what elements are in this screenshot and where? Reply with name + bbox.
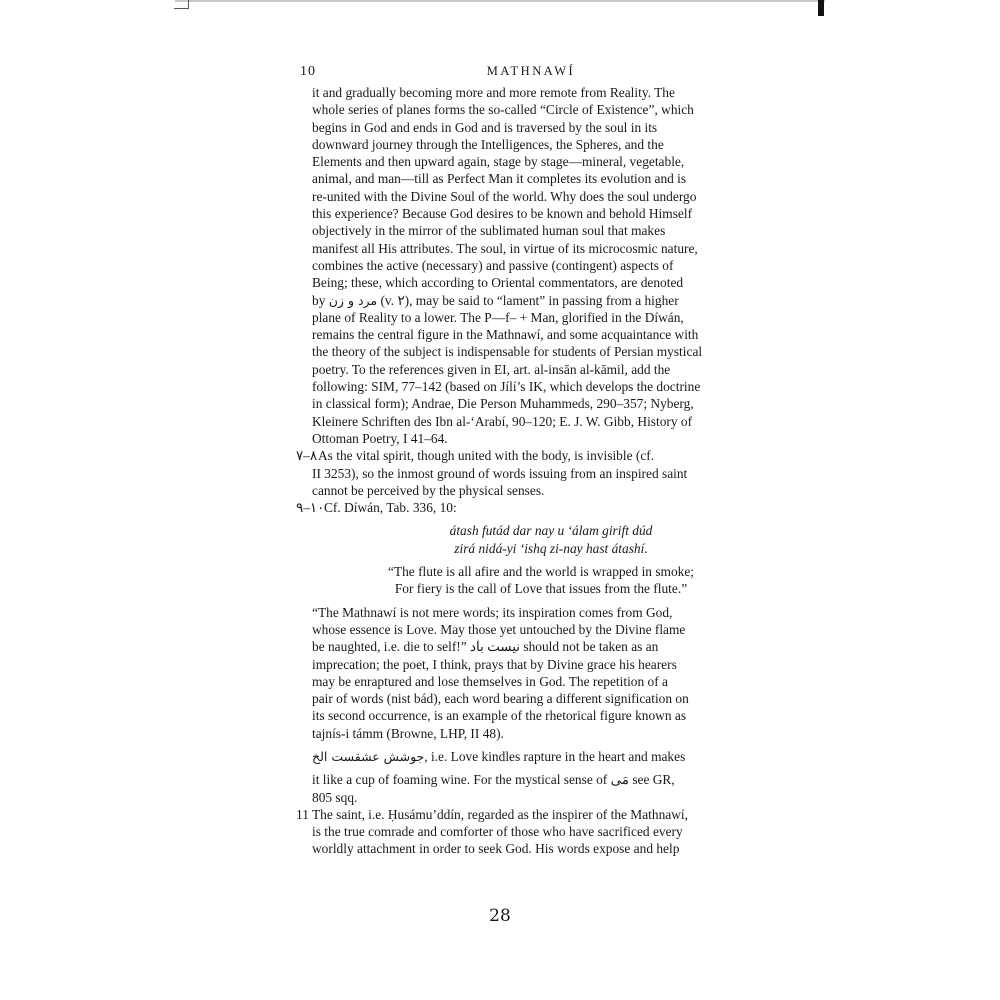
scan-edge-top	[175, 0, 825, 2]
verse-line: átash futád dar nay u ‘álam girift dúd	[449, 523, 653, 539]
book-page	[298, 60, 764, 858]
folio-number: 28	[489, 906, 511, 926]
note-7-8	[298, 447, 764, 499]
commentary-paragraph	[298, 604, 764, 742]
verse-line: zirá nidá-yi ‘ishq zi-nay hast átashí.	[454, 540, 648, 556]
text-line: following: SIM, 77–142 (based on Jílí’s IK, which develops the doctrine	[312, 379, 701, 395]
text-line: this experience? Because God desires to be known and behold Himself	[312, 206, 693, 222]
wine-paragraph	[298, 771, 764, 806]
persian-verse	[298, 522, 764, 557]
text-line: objectively in the mirror of the sublimated human soul that makes	[312, 223, 666, 239]
text-line: whose essence is Love. May those yet untouched by the Divine flame	[312, 621, 686, 637]
text-line: the theory of the subject is indispensable for students of Persian mystical	[312, 344, 703, 360]
by-word: by	[312, 292, 326, 308]
text-line: it like a cup of foaming wine. For the mystical sense of مَی see GR,	[312, 772, 675, 788]
text-line: be naughted, i.e. die to self!” نیست باد should not be taken as an	[312, 639, 659, 655]
text-line: pair of words (nist bád), each word bearing a different signification on	[312, 691, 689, 707]
page-header	[298, 60, 764, 84]
text-line: poetry. To the references given in EI, art. al-insān al-kāmil, add the	[312, 361, 671, 377]
note-label: ۹–۱۰	[296, 500, 325, 516]
text-line: combines the active (necessary) and passive (contingent) aspects of	[312, 257, 674, 273]
arabic-phrase: مرد و زن	[328, 292, 378, 308]
note-reference: Cf. Díwán, Tab. 336, 10:	[324, 500, 457, 516]
note-9-10	[298, 499, 764, 516]
text-line: its second occurrence, is an example of the rhetorical figure known as	[312, 708, 687, 724]
text-line: Elements and then upward again, stage by stage—mineral, vegetable,	[312, 154, 685, 170]
text-line: imprecation; the poet, I think, prays that by Divine grace his hearers	[312, 656, 677, 672]
translation-line: “The flute is all afire and the world is wrapped in smoke;	[387, 564, 695, 580]
continuation-paragraph	[298, 84, 764, 447]
text-line: Ottoman Poetry, I 41–64.	[312, 430, 448, 446]
text-line: whole series of planes forms the so-called “Circle of Existence”, which	[312, 102, 694, 118]
text-line: worldly attachment in order to seek God. His words expose and help	[312, 841, 680, 857]
text-line: begins in God and ends in God and is traversed by the soul in its	[312, 119, 658, 135]
scan-edge-mark	[818, 0, 824, 16]
text-line: remains the central figure in the Mathnawí, and some acquaintance with	[312, 327, 699, 343]
scan-corner-mark	[174, 0, 189, 9]
text-line: is the true comrade and comforter of those who have sacrificed every	[312, 824, 683, 840]
by-line-rest: (v. ۲), may be said to “lament” in passing from a higher	[380, 292, 679, 308]
running-title: MATHNAWÍ	[486, 64, 576, 78]
note-label: 11	[296, 806, 309, 822]
note-label: ۷–۸	[296, 448, 318, 464]
phrase-gloss: , i.e. Love kindles rapture in the heart and makes	[424, 748, 686, 764]
text-line: II 3253), so the inmost ground of words issuing from an inspired saint	[312, 465, 688, 481]
text-line: “The Mathnawí is not mere words; its inspiration comes from God,	[312, 604, 673, 620]
page-number: 10	[300, 64, 316, 79]
text-line: downward journey through the Intelligences, the Spheres, and the	[312, 136, 664, 152]
text-line: 805 sqq.	[312, 789, 358, 805]
text-line: it and gradually becoming more and more remote from Reality. The	[312, 85, 675, 100]
text-line: plane of Reality to a lower. The P‒‒f‒ + Man, glorified in the Díwán,	[312, 309, 684, 325]
verse-translation	[298, 563, 764, 598]
text-line: re-united with the Divine Soul of the world. Why does the soul undergo	[312, 188, 697, 204]
note-11	[298, 806, 764, 858]
text-line: animal, and man—till as Perfect Man it completes its evolution and is	[312, 171, 687, 187]
text-line: The saint, i.e. Ḥusámu’ddín, regarded as the inspirer of the Mathnawí,	[312, 806, 688, 822]
text-line	[312, 292, 764, 309]
translation-line: For fiery is the call of Love that issues from the flute.”	[394, 581, 688, 597]
text-line: tajnís-i támm (Browne, LHP, II 48).	[312, 725, 504, 741]
text-line: Kleinere Schriften des Ibn al-‘Arabí, 90–120; E. J. W. Gibb, History of	[312, 413, 693, 429]
text-line: As the vital spirit, though united with the body, is invisible (cf.	[318, 448, 655, 464]
text-line: may be enraptured and lose themselves in God. The repetition of a	[312, 673, 668, 689]
phrase-line	[298, 748, 764, 765]
text-line: manifest all His attributes. The soul, in virtue of its microcosmic nature,	[312, 240, 698, 256]
text-line: cannot be perceived by the physical senses.	[312, 482, 545, 498]
text-line: Being; these, which according to Oriental commentators, are denoted	[312, 275, 684, 291]
arabic-phrase: جوشش عشقست الخ	[312, 748, 425, 764]
text-line: in classical form); Andrae, Die Person Muhammeds, 290–357; Nyberg,	[312, 396, 694, 412]
